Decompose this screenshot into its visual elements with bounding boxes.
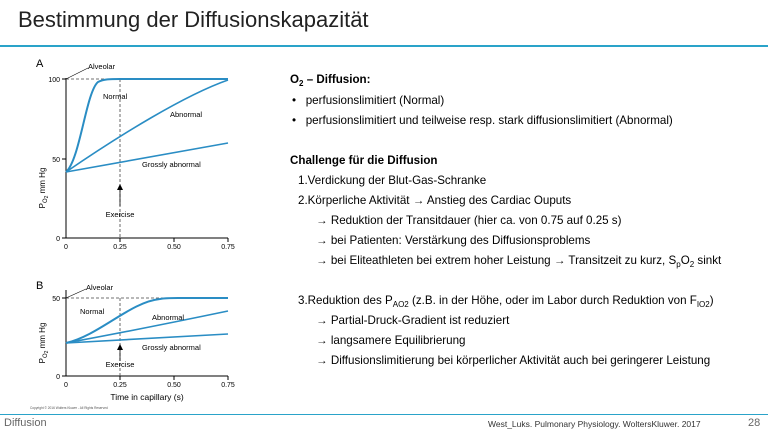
panel-a-grossly-label: Grossly abnormal [142, 160, 201, 169]
copyright-text: Copyright © 2016 Wolters Kluwer - All Rights Reserved [30, 406, 108, 410]
panel-b-normal-curve [66, 298, 228, 343]
item-3: 3.Reduktion des $P_{AO2}$ (z.B. in der Höhe, oder im Labor durch Reduktion von $F_{IO2}$) [298, 294, 714, 309]
panel-b-grossly-label: Grossly abnormal [142, 343, 201, 352]
panel-b-abnormal-label: Abnormal [152, 313, 185, 322]
panel-a-ytick-100: 100 [48, 77, 60, 84]
item-3-sub-1: → Partial-Druck-Gradient ist reduziert [316, 314, 510, 327]
panel-b-xtick-025: 0.25 [113, 382, 127, 389]
panel-a-y-label [38, 168, 50, 209]
panel-a-normal-label: Normal [103, 92, 128, 101]
title-rule [0, 45, 768, 47]
o2-heading: $O_2$ – Diffusion: [290, 73, 371, 88]
bullet-2: • perfusionslimitiert und teilweise resp. stark diffusionslimitiert (Abnormal) [292, 114, 673, 127]
panel-b-alveolar-label: Alveolar [86, 283, 114, 292]
x-axis-title: Time in capillary (s) [110, 392, 184, 402]
panel-b-letter: B [36, 280, 44, 292]
panel-a-exercise-label: Exercise [105, 210, 135, 219]
panel-b-xtick-050: 0.50 [167, 382, 181, 389]
footer-rule [0, 414, 768, 415]
panel-b-ytick-0: 0 [56, 374, 60, 381]
panel-a-alveolar-label: Alveolar [88, 62, 116, 71]
panel-a-ytick-50: 50 [52, 157, 60, 164]
svg-text:PO2 mm Hg: $P_O2$ mm Hg [38, 322, 50, 364]
panel-a-xtick-025: 0.25 [113, 244, 127, 251]
panel-b-y-label [38, 323, 50, 364]
item-2-sub-1: → Reduktion der Transitdauer (hier ca. von 0.75 auf 0.25 s) [316, 214, 622, 227]
footer-section-label: Diffusion [4, 417, 47, 429]
panel-b-normal-label: Normal [80, 307, 105, 316]
bullet-1: • perfusionslimitiert (Normal) [292, 94, 445, 107]
item-2-sub-3: → bei Eliteathleten bei extrem hoher Leistung → Transitzeit zu kurz, $S_pO_2$ sinkt [316, 254, 722, 269]
panel-b-xtick-0: 0 [64, 382, 68, 389]
item-2-sub-2: → bei Patienten: Verstärkung des Diffusionsproblems [316, 234, 591, 247]
diffusion-figure [0, 50, 260, 415]
panel-a-abnormal-label: Abnormal [170, 110, 203, 119]
item-3-sub-3: → Diffusionslimitierung bei körperlicher Aktivität auch bei geringerer Leistung [316, 354, 711, 367]
footer-citation: West_Luks. Pulmonary Physiology. WoltersKluwer. 2017 [488, 419, 701, 429]
panel-a-letter: A [36, 58, 44, 70]
challenge-heading: Challenge für die Diffusion [290, 154, 438, 167]
panel-b-exercise-label: Exercise [105, 360, 135, 369]
panel-b-ytick-50: 50 [52, 296, 60, 303]
panel-a-xtick-0: 0 [64, 244, 68, 251]
panel-b-xtick-075: 0.75 [221, 382, 235, 389]
slide-title: Bestimmung der Diffusionskapazität [18, 7, 369, 32]
item-1: 1.Verdickung der Blut-Gas-Schranke [298, 174, 487, 187]
panel-a-ytick-0: 0 [56, 236, 60, 243]
page-number: 28 [748, 417, 761, 429]
panel-a-xtick-050: 0.50 [167, 244, 181, 251]
panel-a-xtick-075: 0.75 [221, 244, 235, 251]
item-3-sub-2: → langsamere Equilibrierung [316, 334, 466, 347]
item-2: 2.Körperliche Aktivität → Anstieg des Cardiac Ouputs [298, 194, 572, 207]
svg-text:PO2 mm Hg: $P_O2$ mm Hg [38, 167, 50, 209]
